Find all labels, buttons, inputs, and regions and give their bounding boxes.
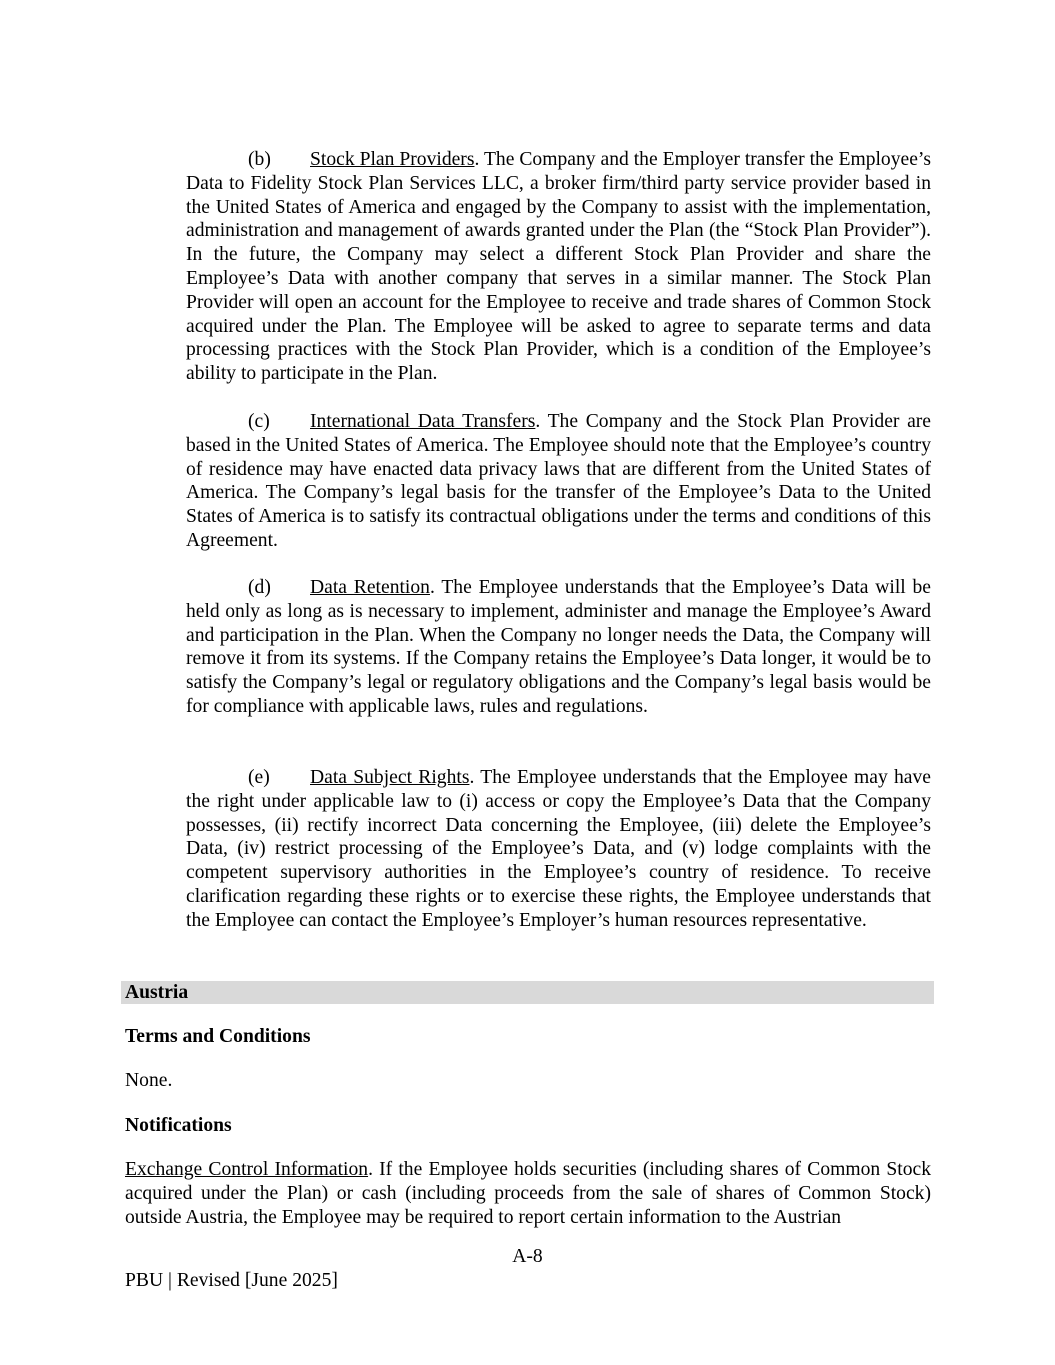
section-d-paragraph bbox=[186, 576, 931, 719]
exchange-control-title: Exchange Control Information bbox=[125, 1159, 369, 1180]
country-heading: Austria bbox=[125, 982, 189, 1003]
section-d-title: Data Retention bbox=[310, 577, 430, 598]
terms-heading: Terms and Conditions bbox=[125, 1026, 311, 1047]
notifications-heading: Notifications bbox=[125, 1115, 232, 1136]
section-b-text: . The Company and the Employer transfer the Employee’s Data to Fidelity Stock Plan Services LLC, a broker firm/third party service provider based in the United States of America and engaged by the Company to assist with the implementation, administration and management of awards granted under the Plan (the “Stock Plan Provider”). In the future, the Company may select a different Stock Plan Provider and share the Employee’s Data with another company that serves in a similar manner. The Stock Plan Provider will open an account for the Employee to receive and trade shares of Common Stock acquired under the Plan. The Employee will be asked to agree to separate terms and data processing practices with the Stock Plan Provider, which is a condition of the Employee’s ability to participate in the Plan. bbox=[186, 149, 931, 385]
footer-text: PBU | Revised [June 2025] bbox=[125, 1270, 338, 1291]
section-d-label: (d) bbox=[248, 577, 271, 598]
exchange-control-text: . If the Employee holds securities (including shares of Common Stock acquired under the Plan) or cash (including proceeds from the sale of shares of Common Stock) outside Austria, the Employee may be required to report certain information to the Austrian bbox=[125, 1159, 931, 1228]
section-b-paragraph bbox=[186, 148, 931, 386]
section-e-label: (e) bbox=[248, 767, 270, 788]
section-c-title: International Data Transfers bbox=[310, 411, 536, 432]
section-c-label: (c) bbox=[248, 411, 270, 432]
page-number: A-8 bbox=[512, 1246, 543, 1267]
section-e-paragraph bbox=[186, 766, 931, 933]
section-e-title: Data Subject Rights bbox=[310, 767, 470, 788]
section-b-label: (b) bbox=[248, 149, 271, 170]
section-d-text: . The Employee understands that the Employee’s Data will be held only as long as is necessary to implement, administer and manage the Employee’s Award and participation in the Plan. When the Company no longer needs the Data, the Company will remove it from its systems. If the Company retains the Employee’s Data longer, it would be to satisfy the Company’s legal or regulatory obligations and the Company’s legal basis would be for compliance with applicable laws, rules and regulations. bbox=[186, 577, 931, 717]
country-heading-bar bbox=[121, 981, 934, 1004]
terms-text: None. bbox=[125, 1070, 173, 1091]
section-c-text: . The Company and the Stock Plan Provider are based in the United States of America. The Employee should note that the Employee’s country of residence may have enacted data privacy laws that are different from the United States of America. The Company’s legal basis for the transfer of the Employee’s Data to the United States of America is to satisfy its contractual obligations under the terms and conditions of this Agreement. bbox=[186, 411, 932, 551]
section-e-text: . The Employee understands that the Employee may have the right under applicable law to (i) access or copy the Employee’s Data that the Company possesses, (ii) rectify incorrect Data concerning the Employee, (iii) delete the Employee’s Data, (iv) restrict processing of the Employee’s Data, and (v) lodge complaints with the competent supervisory authorities in the Employee’s country of residence. To receive clarification regarding these rights or to exercise these rights, the Employee understands that the Employee can contact the Employee’s Employer’s human resources representative. bbox=[186, 767, 931, 931]
section-c-paragraph bbox=[186, 410, 931, 553]
exchange-control-paragraph bbox=[125, 1158, 931, 1229]
section-b-title: Stock Plan Providers bbox=[310, 149, 475, 170]
